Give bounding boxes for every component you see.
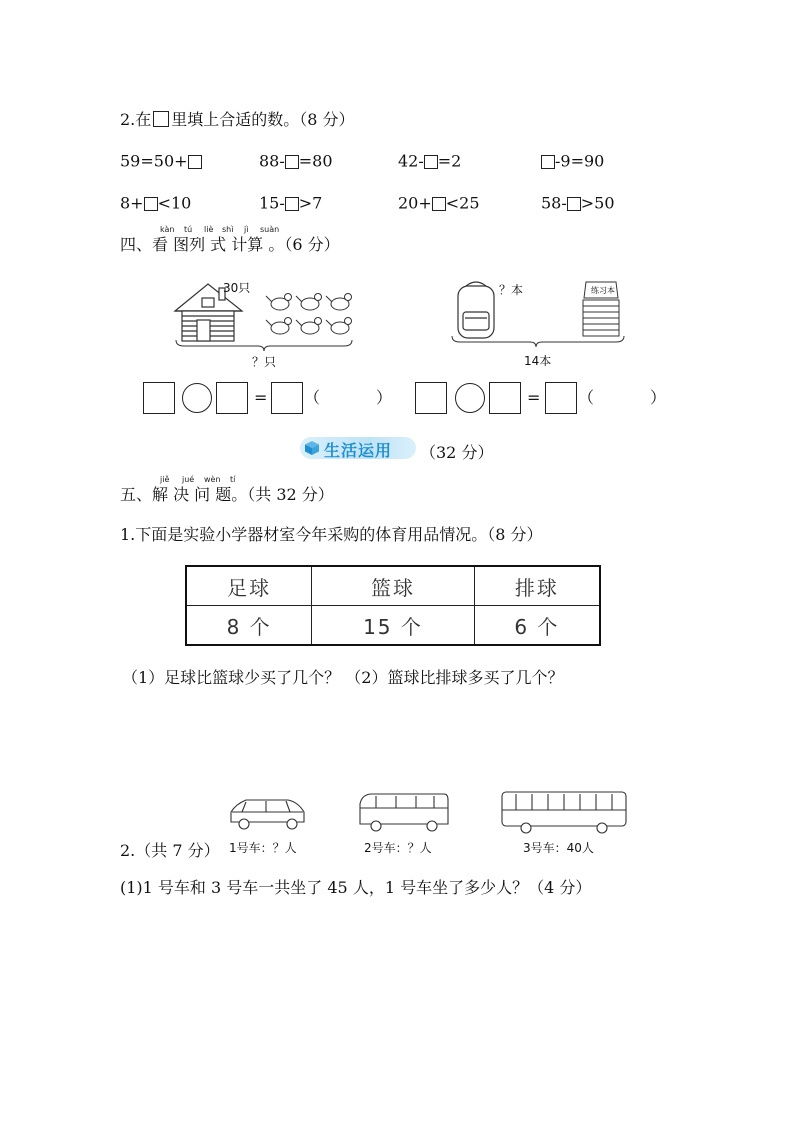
q1-sub1: （1）足球比篮球少买了几个？ bbox=[122, 668, 341, 687]
equals-sign: = bbox=[254, 388, 268, 407]
chicken-total-label: ？只 bbox=[252, 355, 277, 369]
q2-title-suffix: 里填上合适的数。（8 分） bbox=[171, 110, 355, 129]
operator-circle[interactable] bbox=[455, 383, 485, 413]
answer-box[interactable] bbox=[545, 382, 577, 414]
q2-sub1: (1)1 号车和 3 号车一共坐了 45 人，1 号车坐了多少人？（4 分） bbox=[120, 878, 592, 897]
house-chickens-figure bbox=[172, 278, 357, 353]
chicken-icon bbox=[266, 294, 352, 335]
equals-sign: = bbox=[527, 388, 541, 407]
cube-icon bbox=[304, 440, 320, 456]
answer-box[interactable] bbox=[143, 382, 175, 414]
answer-box[interactable] bbox=[216, 382, 248, 414]
answer-box[interactable] bbox=[432, 197, 446, 211]
pinyin: suàn bbox=[260, 225, 280, 234]
pinyin: tú bbox=[184, 225, 193, 234]
book-cover-label: 练习本 bbox=[591, 286, 615, 295]
answer-box[interactable] bbox=[567, 197, 581, 211]
pinyin: jiě bbox=[160, 475, 170, 484]
equation-text: <25 bbox=[445, 193, 480, 213]
unit-paren-open: （ bbox=[304, 388, 321, 407]
q1-subquestions bbox=[122, 668, 563, 688]
table-header: 排球 bbox=[474, 566, 600, 606]
answer-box[interactable] bbox=[424, 155, 438, 169]
answer-box[interactable] bbox=[541, 155, 555, 169]
equation-8 bbox=[541, 193, 615, 214]
equation-text: 20+ bbox=[398, 193, 432, 213]
vehicles-figure bbox=[226, 790, 646, 840]
answer-box[interactable] bbox=[285, 155, 299, 169]
answer-box[interactable] bbox=[285, 197, 299, 211]
table-cell: 6 个 bbox=[474, 606, 600, 646]
sports-goods-table bbox=[185, 565, 601, 646]
book-total-label: 14本 bbox=[524, 354, 552, 368]
equation-text: 88- bbox=[259, 151, 285, 171]
table-cell: 8 个 bbox=[186, 606, 312, 646]
answer-box[interactable] bbox=[271, 382, 303, 414]
equation-text: =80 bbox=[298, 151, 333, 171]
q2-title bbox=[120, 110, 355, 130]
equation-4 bbox=[541, 151, 604, 172]
pinyin: liè bbox=[204, 225, 214, 234]
section4-heading bbox=[120, 225, 340, 255]
table-cell: 15 个 bbox=[312, 606, 475, 646]
answer-box[interactable] bbox=[489, 382, 521, 414]
equation-text: -9=90 bbox=[555, 151, 605, 171]
table-header: 足球 bbox=[186, 566, 312, 606]
pinyin: jué bbox=[182, 475, 195, 484]
equation-text: >7 bbox=[298, 193, 323, 213]
equation-3 bbox=[398, 151, 461, 172]
brace-icon bbox=[176, 340, 352, 351]
equation-5 bbox=[120, 193, 191, 214]
equation-text: 15- bbox=[259, 193, 285, 213]
pinyin: wèn bbox=[204, 475, 221, 484]
banner-score: （32 分） bbox=[420, 443, 494, 462]
table-header: 篮球 bbox=[312, 566, 475, 606]
equation-7 bbox=[398, 193, 480, 214]
section5-heading bbox=[120, 475, 334, 505]
q1-sub2: （2）篮球比排球多买了几个？ bbox=[345, 668, 564, 687]
pinyin: kàn bbox=[160, 225, 175, 234]
unit-paren-close: ） bbox=[376, 388, 393, 407]
equation-text: 59=50+ bbox=[120, 151, 188, 171]
equation-1 bbox=[120, 151, 202, 172]
q2-title-prefix: 2.在 bbox=[120, 110, 152, 129]
equation-text: <10 bbox=[157, 193, 192, 213]
banner-label: 生活运用 bbox=[324, 441, 393, 460]
equation-2 bbox=[259, 151, 333, 172]
car1-label: 1号车：？人 bbox=[229, 841, 297, 855]
unit-paren-open: （ bbox=[578, 388, 595, 407]
answer-box-icon bbox=[153, 111, 169, 127]
pinyin: jì bbox=[244, 225, 249, 234]
operator-circle[interactable] bbox=[182, 383, 212, 413]
equation-text: =2 bbox=[437, 151, 462, 171]
car3-label: 3号车：40人 bbox=[523, 841, 594, 855]
answer-box[interactable] bbox=[144, 197, 158, 211]
backpack-icon bbox=[458, 282, 494, 338]
equation-text: 8+ bbox=[120, 193, 144, 213]
q2-title: 2.（共 7 分） bbox=[120, 841, 220, 860]
equation-text: >50 bbox=[580, 193, 615, 213]
car-icon bbox=[231, 800, 304, 829]
unit-paren-close: ） bbox=[650, 388, 667, 407]
car2-label: 2号车：？人 bbox=[364, 841, 432, 855]
q1-title: 1.下面是实验小学器材室今年采购的体育用品情况。（8 分） bbox=[120, 525, 543, 544]
answer-box[interactable] bbox=[188, 155, 202, 169]
section4-title: 四、看 图列 式 计算 。（6 分） bbox=[120, 235, 340, 254]
pinyin: tí bbox=[230, 475, 236, 484]
pinyin: shì bbox=[222, 225, 234, 234]
chicken-count-label: 30只 bbox=[223, 281, 251, 295]
table-row bbox=[186, 566, 600, 606]
equation-text: 58- bbox=[541, 193, 567, 213]
section5-title: 五、解 决 问 题。（共 32 分） bbox=[120, 485, 334, 504]
equation-6 bbox=[259, 193, 322, 214]
bus-icon bbox=[502, 792, 626, 833]
book-unknown-label: ？本 bbox=[499, 283, 524, 297]
equation-text: 42- bbox=[398, 151, 424, 171]
answer-box[interactable] bbox=[415, 382, 447, 414]
table-row bbox=[186, 606, 600, 646]
van-icon bbox=[360, 794, 448, 831]
